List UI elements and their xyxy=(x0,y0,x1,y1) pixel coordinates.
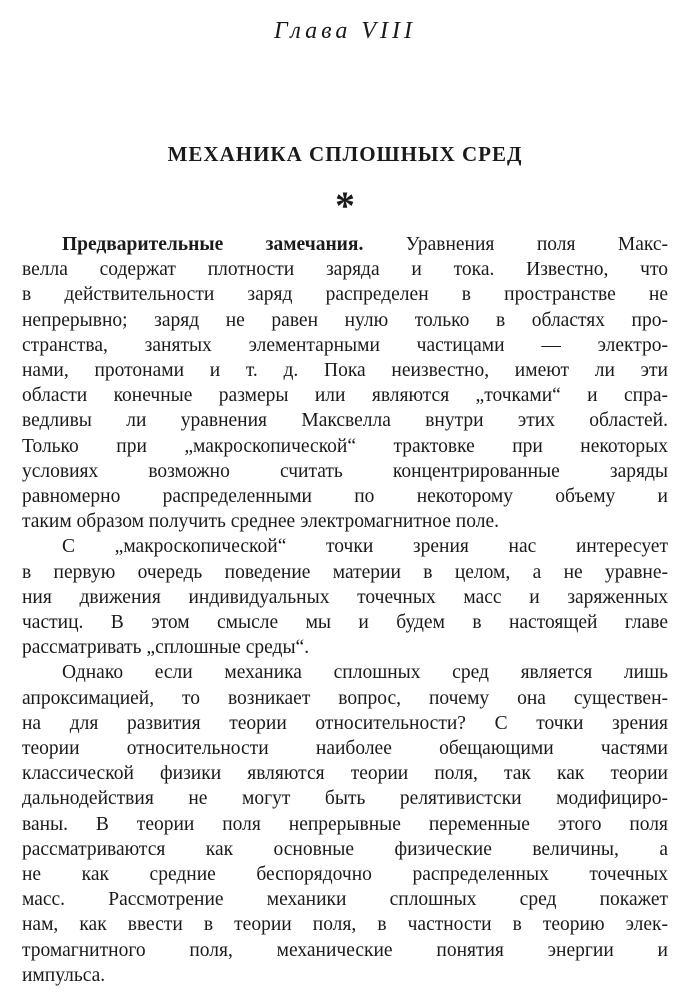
paragraph-2-line: частиц. В этом смысле мы и будем в настоящей главе xyxy=(22,612,668,634)
paragraph-1-line: нами, протонами и т. д. Пока неизвестно, имеют ли эти xyxy=(22,360,668,382)
paragraph-2-line: ния движения индивидуальных точечных масс и заряженных xyxy=(22,586,668,608)
paragraph-3-line: тромагнитного поля, механические понятия энергии и xyxy=(22,939,668,961)
paragraph-3-line: нам, как ввести в теории поля, в частности в теорию элек- xyxy=(22,914,668,936)
paragraph-3-line: импульса. xyxy=(22,964,106,986)
paragraph-3-line: на для развития теории относительности? С точки зрения xyxy=(22,712,668,734)
paragraph-1-line: велла содержат плотности заряда и тока. Известно, что xyxy=(22,259,668,281)
paragraph-3-line: теории относительности наиболее обещающими частями xyxy=(22,738,668,760)
body-text xyxy=(22,232,668,988)
paragraph-1-line: Только при „макроскопической“ трактовке при некоторых xyxy=(22,435,668,457)
paragraph-1-line: ведливы ли уравнения Максвелла внутри этих областей. xyxy=(22,410,668,432)
paragraph-3-line: апроксимацией, то возникает вопрос, почему она существен- xyxy=(22,687,668,709)
paragraph-3-line: Однако если механика сплошных сред является лишь xyxy=(62,662,668,684)
paragraph-3-line: классической физики являются теории поля, так как теории xyxy=(22,763,668,785)
paragraph-2-line: рассматривать „сплошные среды“. xyxy=(22,637,310,659)
paragraph-3-line: ваны. В теории поля непрерывные переменные этого поля xyxy=(22,813,668,835)
paragraph-2-line: в первую очередь поведение материи в целом, а не уравне- xyxy=(22,561,668,583)
paragraph-1-line: непрерывно; заряд не равен нулю только в областях про- xyxy=(22,309,668,331)
paragraph-1-line: странства, занятых элементарными частицами — электро- xyxy=(22,334,668,356)
paragraph-1-line: таким образом получить среднее электромагнитное поле. xyxy=(22,511,499,533)
paragraph-2-line: С „макроскопической“ точки зрения нас интересует xyxy=(62,536,668,558)
paragraph-1-line: условиях возможно считать концентрированные заряды xyxy=(22,460,668,482)
chapter-heading: Глава VIII xyxy=(273,18,417,44)
paragraph-1-line: в действительности заряд распределен в пространстве не xyxy=(22,284,668,306)
paragraph-3-line: дальнодействия не могут быть релятивистски модифициро- xyxy=(22,788,668,810)
paragraph-3-line: рассматриваются как основные физические величины, а xyxy=(22,838,668,860)
paragraph-3-line: не как средние беспорядочно распределенных точечных xyxy=(22,864,668,886)
paragraph-1-line xyxy=(22,232,668,257)
chapter-title: МЕХАНИКА СПЛОШНЫХ СРЕД xyxy=(167,142,523,166)
asterisk-ornament: * xyxy=(335,183,355,228)
section-lead: Предварительные замечания. xyxy=(62,234,364,255)
paragraph-3-line: масс. Рассмотрение механики сплошных сред покажет xyxy=(22,889,668,911)
paragraph-1-line: области конечные размеры или являются „точками“ и спра- xyxy=(22,385,668,407)
paragraph-1-line: равномерно распределенными по некоторому объему и xyxy=(22,486,668,508)
paragraph-1-first-line-rest: Уравнения поля Макс- xyxy=(363,234,668,255)
